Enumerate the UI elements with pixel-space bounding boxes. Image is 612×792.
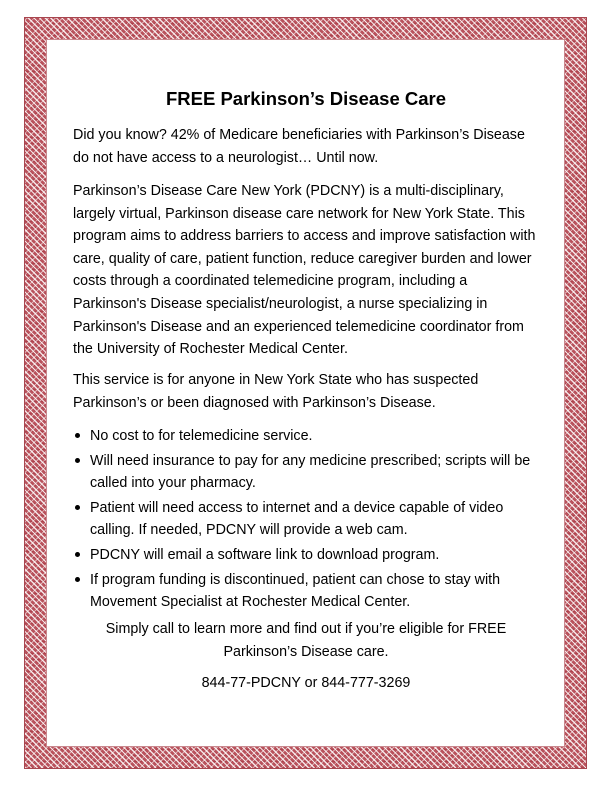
bullet-icon [75,552,80,557]
description-section [73,180,543,361]
list-item [73,450,543,495]
flyer-title: FREE Parkinson’s Disease Care [165,88,447,109]
list-item [73,544,543,567]
list-item-text: PDCNY will email a software link to download program. [90,546,440,563]
bullet-icon [75,458,80,463]
list-item-text: If program funding is discontinued, patient can chose to stay with Movement Specialist at Rochester Medical Center. [90,571,501,611]
eligibility-paragraph: This service is for anyone in New York State who has suspected Parkinson’s or been diagnosed with Parkinson’s Disease. [73,372,479,411]
list-item-text: Patient will need access to internet and a device capable of video calling. If needed, PDCNY will provide a web cam. [90,499,504,539]
program-description: Parkinson’s Disease Care New York (PDCNY) is a multi-disciplinary, largely virtual, Parkinson disease care network for New York State. This program aims to address barriers to access and improve satisfaction with care, quality of care, patient function, reduce caregiver burden and lower costs through a coordinated telemedicine program, including a Parkinson's Disease specialist/neurologist, a nurse specializing in Parkinson's Disease and an experienced telemedicine coordinator from the University of Rochester Medical Center. [73,183,536,358]
bullet-icon [75,577,80,582]
intro-paragraph: Did you know? 42% of Medicare beneficiaries with Parkinson’s Disease do not have access to a neurologist… Until now. [73,127,525,166]
call-to-action: Simply call to learn more and find out if you’re eligible for FREE Parkinson’s Disease care. [105,621,507,660]
bullet-icon [75,433,80,438]
list-item-text: No cost to for telemedicine service. [90,428,313,444]
phone-numbers[interactable]: 844-77-PDCNY or 844-777-3269 [201,675,411,691]
list-item-text: Will need insurance to pay for any medicine prescribed; scripts will be called into your pharmacy. [90,452,531,492]
list-item [73,497,543,542]
details-list [73,425,543,614]
eligibility-section [73,369,543,414]
intro-section [73,124,543,169]
bullet-icon [75,505,80,510]
list-item [73,569,543,614]
list-item [73,425,543,448]
